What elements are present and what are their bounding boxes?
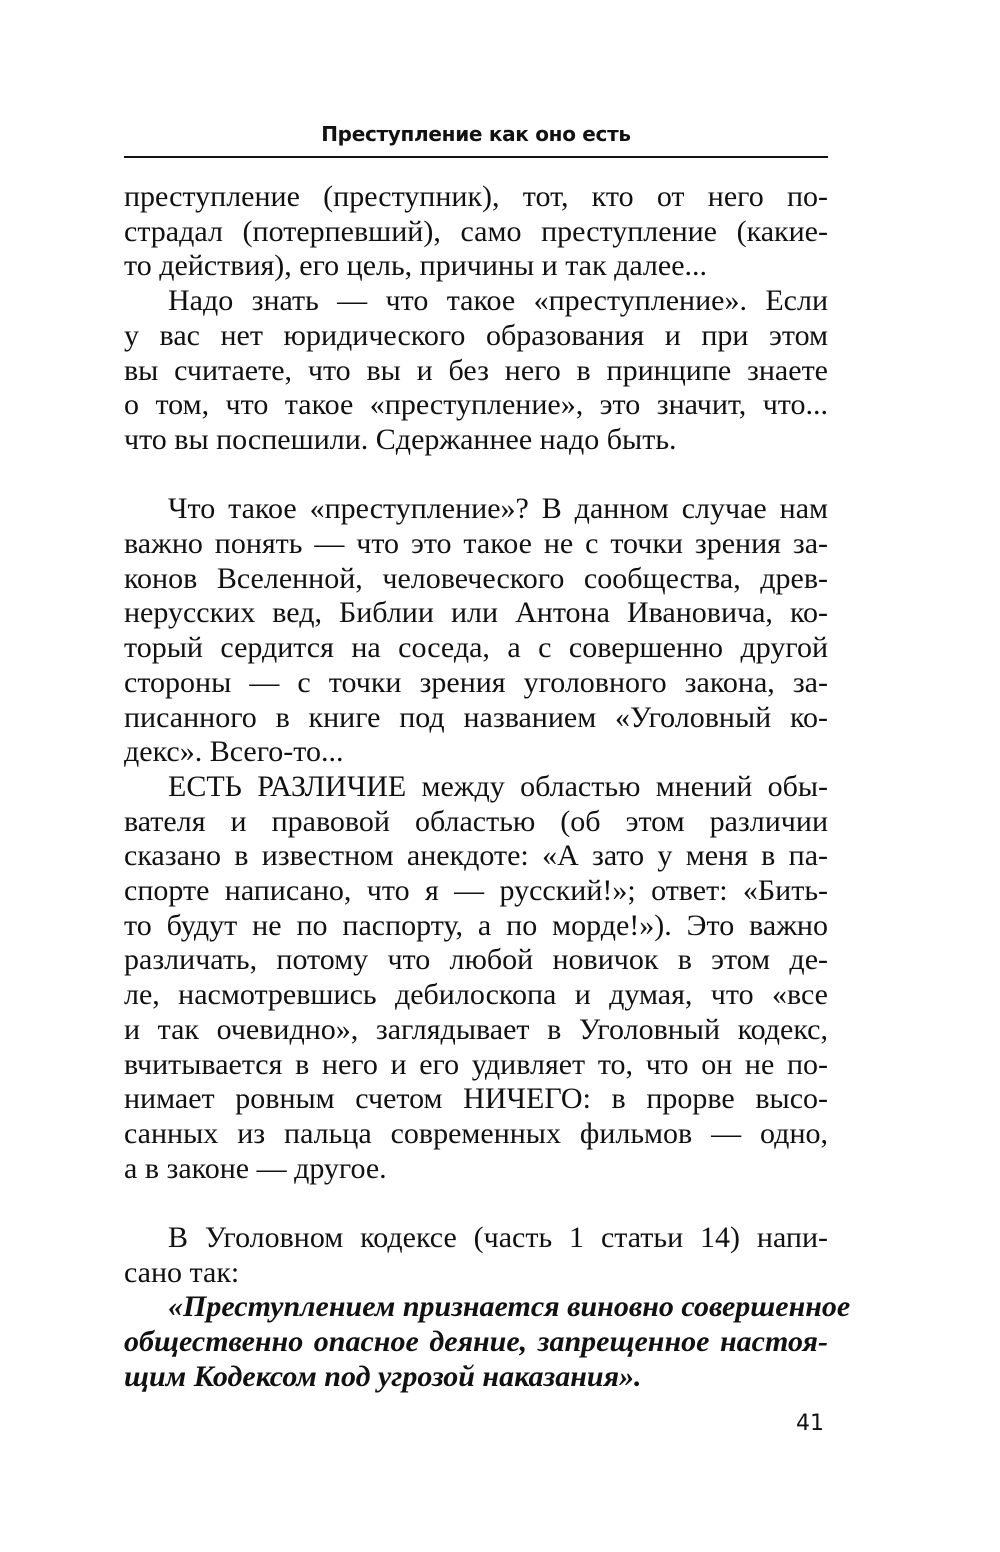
paragraph-spacer	[124, 458, 828, 493]
text-line: то действия), его цель, причины и так далее...	[124, 249, 708, 283]
text-line: сказано в известном анекдоте: «А зато у меня в па-	[124, 839, 828, 873]
text-line: вателя и правовой областью (об этом различии	[124, 804, 828, 838]
text-line: и так очевидно», заглядывает в Уголовный кодекс,	[124, 1012, 828, 1046]
paragraph-1	[124, 180, 828, 284]
paragraph-spacer	[124, 1186, 828, 1221]
text-line: декс». Всего-то...	[124, 735, 344, 769]
paragraph-4	[124, 770, 828, 1186]
paragraph-5	[124, 1221, 828, 1290]
text-line: санных из пальца современных фильмов — одно,	[124, 1116, 828, 1150]
text-line: писанного в книге под названием «Уголовный ко-	[124, 700, 828, 734]
paragraph-3	[124, 492, 828, 770]
paragraph-2	[124, 284, 828, 458]
page-body	[124, 180, 851, 1395]
text-line: страдал (потерпевший), само преступление (какие-	[124, 214, 828, 248]
text-line: Что такое «преступление»? В данном случае нам	[168, 492, 828, 526]
text-line: ЕСТЬ РАЗЛИЧИЕ между областью мнений обы-	[168, 769, 828, 803]
text-line: торый сердится на соседа, а с совершенно другой	[124, 631, 828, 665]
text-line: конов Вселенной, человеческого сообщества, древ-	[124, 561, 828, 595]
text-line: у вас нет юридического образования и при этом	[124, 318, 828, 352]
page-number: 41	[796, 1411, 824, 1436]
quote-line: «Преступлением признается виновно совершенное	[168, 1290, 851, 1324]
text-line: то будут не по паспорту, а по морде!»). Это важно	[124, 908, 828, 942]
text-line: ле, насмотревшись дебилоскопа и думая, что «все	[124, 978, 828, 1012]
text-line: а в законе — другое.	[124, 1151, 387, 1185]
text-line: Надо знать — что такое «преступление». Если	[168, 284, 828, 318]
text-line: вчитывается в него и его удивляет то, что он не по-	[124, 1047, 828, 1081]
text-line: нимает ровным счетом НИЧЕГО: в прорве высо-	[124, 1082, 828, 1116]
quote-line: щим Кодексом под угрозой наказания».	[124, 1359, 642, 1393]
text-line: различать, потому что любой новичок в этом де-	[124, 943, 828, 977]
running-head-title: Преступление как оно есть	[321, 122, 631, 146]
text-line: В Уголовном кодексе (часть 1 статьи 14) напи-	[168, 1221, 828, 1255]
text-line: о том, что такое «преступление», это значит, что...	[124, 388, 828, 422]
header-rule	[124, 156, 828, 158]
text-line: спорте написано, что я — русский!»; ответ: «Бить-	[124, 874, 828, 908]
text-line: важно понять — что это такое не с точки зрения за-	[124, 527, 828, 561]
text-line: что вы поспешили. Сдержаннее надо быть.	[124, 422, 677, 456]
text-line: вы считаете, что вы и без него в принципе знаете	[124, 353, 828, 387]
quote-line: общественно опасное деяние, запрещенное настоя-	[124, 1325, 828, 1359]
text-line: сано так:	[124, 1255, 240, 1289]
law-quote	[124, 1290, 851, 1394]
text-line: преступление (преступник), тот, кто от него по-	[124, 180, 828, 213]
text-line: стороны — с точки зрения уголовного закона, за-	[124, 665, 828, 699]
text-line: нерусских вед, Библии или Антона Ивановича, ко-	[124, 596, 828, 630]
